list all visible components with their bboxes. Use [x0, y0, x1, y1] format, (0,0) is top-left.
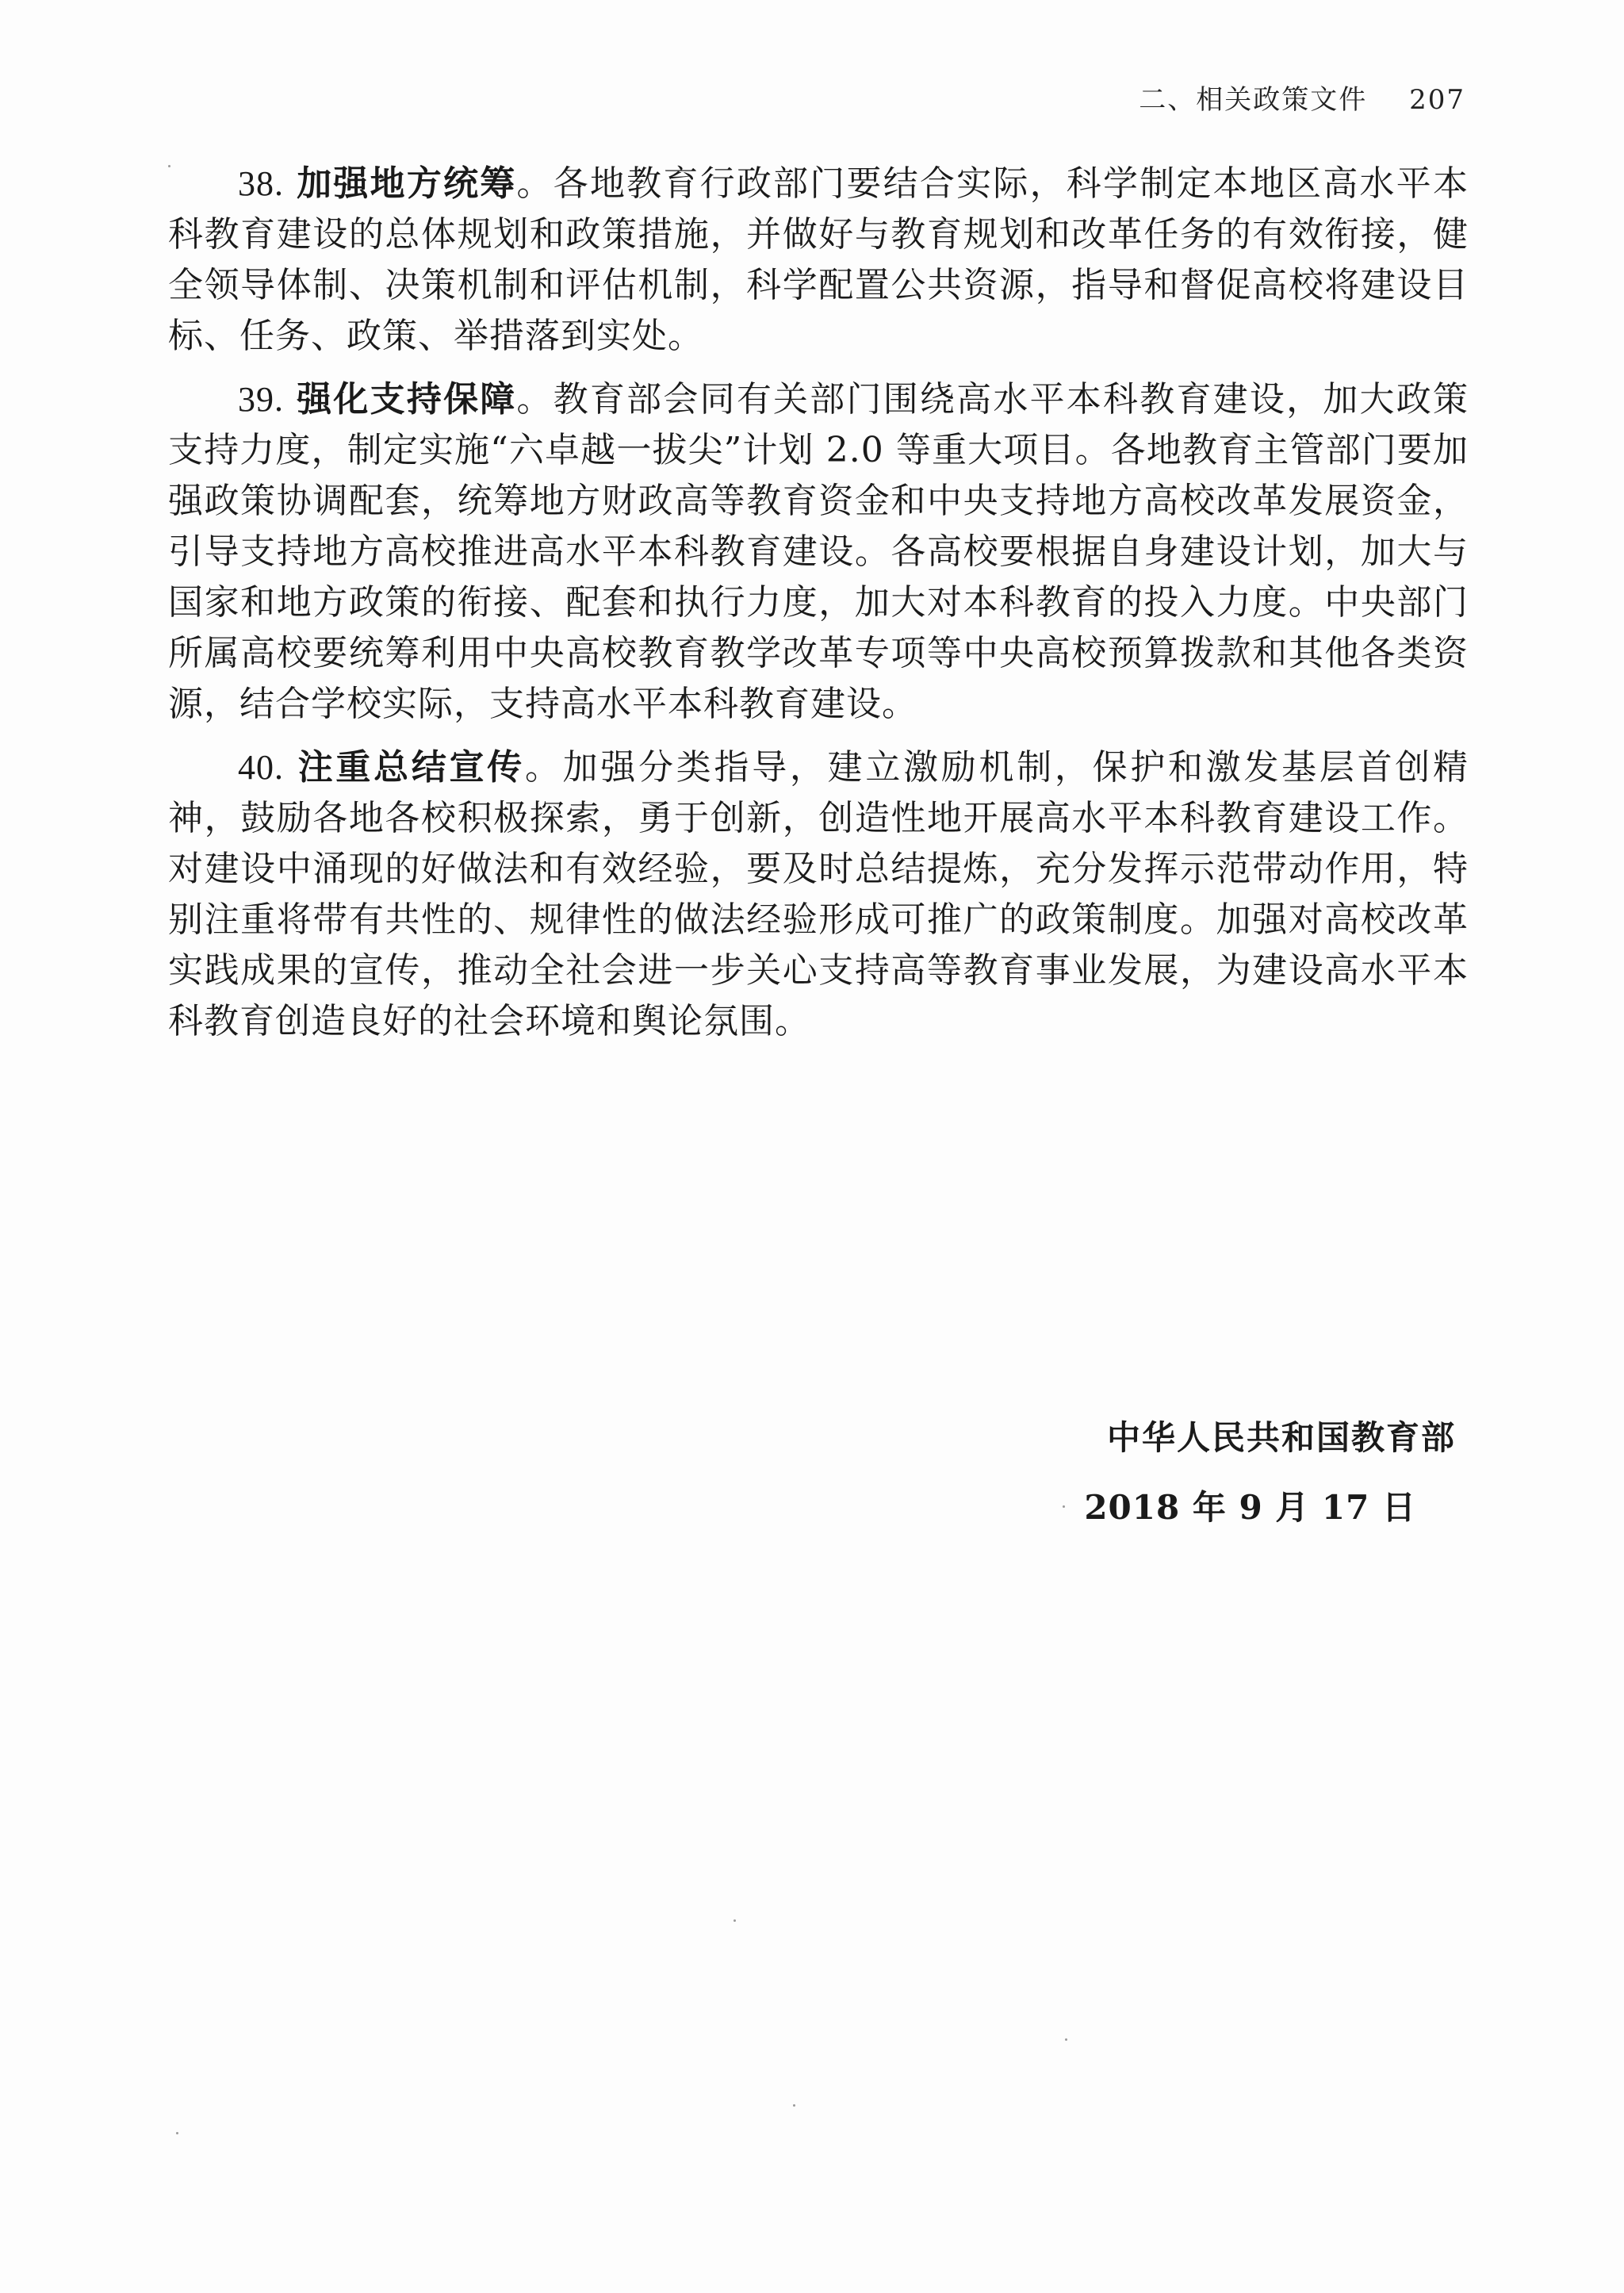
paragraph-text: 。教育部会同有关部门围绕高水平本科教育建设，加大政策支持力度，制定实施“六卓越一拔尖”计划 2.0 等重大项目。各地教育主管部门要加强政策协调配套，统筹地方财政高等教育资金和中央支持地方高校改革发展资金，引导支持地方高校推进高水平本科教育建设。各高校要根据自身建设计划，加大与国家和地方政策的衔接、配套和执行力度，加大对本科教育的投入力度。中央部门所属高校要统筹利用中央高校教育教学改革专项等中央高校预算拨款和其他各类资源，结合学校实际，支持高水平本科教育建设。: [168, 379, 1469, 724]
paragraph-heading: 强化支持保障: [297, 379, 517, 420]
issue-date: 2018 年 9 月 17 日: [1084, 1488, 1416, 1527]
scan-speck: [168, 165, 170, 167]
header-section-title: 二、相关政策文件: [1139, 84, 1368, 116]
scan-speck: [1065, 2038, 1067, 2041]
issuing-organization: 中华人民共和国教育部: [1106, 1418, 1456, 1457]
paragraph-text: 。加强分类指导，建立激励机制，保护和激发基层首创精神，鼓励各地各校积极探索，勇于创新，创造性地开展高水平本科教育建设工作。对建设中涌现的好做法和有效经验，要及时总结提炼，充分发挥示范带动作用，特别注重将带有共性的、规律性的做法经验形成可推广的政策制度。加强对高校改革实践成果的宣传，推动全社会进一步关心支持高等教育事业发展，为建设高水平本科教育创造良好的社会环境和舆论氛围。: [168, 747, 1469, 1041]
paragraph-number: 39.: [238, 380, 284, 419]
running-header: [1139, 78, 1465, 117]
paragraph-number: 40.: [238, 748, 284, 787]
document-body: [168, 159, 1469, 1060]
paragraph-40: [168, 742, 1469, 1047]
scan-speck: [1063, 1505, 1065, 1508]
paragraph-heading: 注重总结宣传: [297, 747, 525, 788]
signature-block: [1084, 1412, 1456, 1529]
paragraph-number: 38.: [238, 164, 284, 203]
page-number: 207: [1409, 84, 1465, 116]
scan-speck: [733, 1919, 736, 1922]
paragraph-text: 。各地教育行政部门要结合实际，科学制定本地区高水平本科教育建设的总体规划和政策措施，并做好与教育规划和改革任务的有效衔接，健全领导体制、决策机制和评估机制，科学配置公共资源，指导和督促高校将建设目标、任务、政策、举措落到实处。: [168, 163, 1469, 356]
scan-speck: [176, 2132, 178, 2134]
paragraph-heading: 加强地方统筹: [297, 163, 517, 204]
scan-speck: [793, 2104, 795, 2107]
paragraph-38: [168, 159, 1469, 362]
paragraph-39: [168, 374, 1469, 730]
